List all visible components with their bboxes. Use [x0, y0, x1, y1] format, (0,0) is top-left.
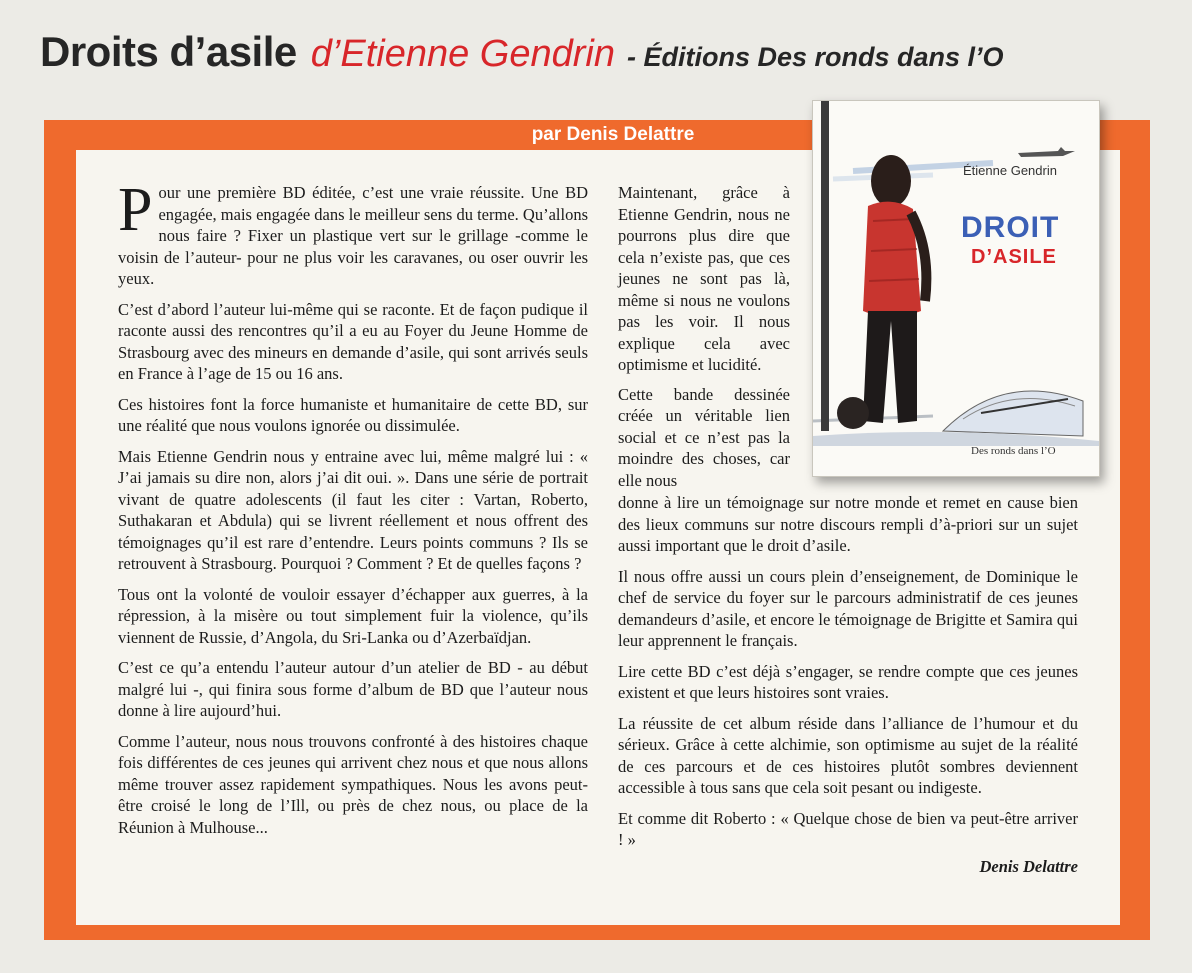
paragraph: La réussite de cet album réside dans l’alliance de l’humour et du sérieux. Grâce à cette alchimie, son optimisme au sujet de la réalité de ces parcours et de ces histoires plutôt sombres deviennent accessible à tous sans que cela soit pesant ou indigeste. — [618, 713, 1078, 797]
drop-cap: P — [118, 176, 153, 244]
paragraph: Cette bande dessinée créée un véritable lien social et ce n’est pas la moindre des choses, car elle nous — [618, 384, 790, 490]
article-author: d’Etienne Gendrin — [310, 33, 615, 75]
cover-subtitle: D’ASILE — [971, 246, 1057, 268]
paragraph: Lire cette BD c’est déjà s’engager, se rendre compte que ces jeunes existent et que leurs histoires sont vraies. — [618, 661, 1078, 702]
byline: par Denis Delattre — [488, 120, 738, 150]
paragraph: Mais Etienne Gendrin nous y entraine avec lui, même malgré lui : « J’ai jamais su dire non, alors j’ai dit oui. ». Dans une série de portrait vivant de quatre adolescents (il faut les citer : Vartan, Roberto, Suthakaran et Abdula) qui se livrent réellement et nous offrent des témoignages qu’il est rare d’entendre. Leurs points communs ? Ils se retrouvent à Strasbourg. Pourquoi ? Comment ? Et de quelles façons ? — [118, 446, 588, 573]
article-publisher: - Éditions Des ronds dans l’O — [626, 42, 1004, 72]
paragraph: Tous ont la volonté de vouloir essayer d’échapper aux guerres, à la répression, à la misère ou tout simplement fuir la violence, qu’ils viennent de Russie, d’Angola, du Sri-Lanka ou d’Azerbaïdjan. — [118, 584, 588, 647]
paragraph: donne à lire un témoignage sur notre monde et remet en cause bien des lieux communs sur notre discours rempli d’à-priori sur un sujet aussi important que le droit d’asile. — [618, 493, 1078, 555]
cover-publisher: Des ronds dans l’O — [971, 445, 1056, 457]
signature: Denis Delattre — [979, 857, 1078, 876]
paragraph: Il nous offre aussi un cours plein d’enseignement, de Dominique le chef de service du foyer sur le parcours administratif de ces jeunes demandeurs d’asile, et encore le témoignage de Brigitte et Samira qui leur apprennent le français. — [618, 566, 1078, 650]
paragraph: C’est d’abord l’auteur lui-même qui se raconte. Et de façon pudique il raconte aussi des rencontres qu’il a eu au Foyer du Jeune Homme de Strasbourg avec des mineurs en demande d’asile, qui sont arrivés seuls en France à l’age de 15 ou 16 ans. — [118, 299, 588, 383]
page-header — [40, 28, 1170, 88]
article-column-left — [118, 176, 588, 847]
paragraph: Maintenant, grâce à Etienne Gendrin, nous ne pourrons plus dire que cela n’existe pas, que ces jeunes ne sont pas là, même si nous ne voulons pas les voir. Il nous explique cela avec optimisme et lucidité. — [618, 183, 790, 374]
paragraph: Et comme dit Roberto : « Quelque chose de bien va peut-être arriver ! » — [618, 808, 1078, 849]
paragraph: Pour une première BD éditée, c’est une vraie réussite. Une BD engagée, mais engagée dans le meilleur sens du terme. Qu’allons nous faire ? Fixer un plastique vert sur le grillage -comme le voisin de l’auteur- pour ne plus voir les caravanes, ou oser ouvrir les yeux. — [118, 176, 588, 288]
paragraph: Comme l’auteur, nous nous trouvons confronté à des histoires chaque fois différentes de ces jeunes qui arrivent chez nous et que nous allons même trouver assez rapidement sympathiques. Nous les avons peut-être croisé le long de l’Ill, ou près de chez nous, ou place de la Réunion à Mulhouse... — [118, 731, 588, 837]
book-cover — [812, 100, 1100, 477]
article-title: Droits d’asile — [40, 28, 297, 75]
article-column-right-narrow — [618, 182, 790, 499]
cover-illustration — [813, 101, 1099, 476]
cover-author: Étienne Gendrin — [963, 163, 1057, 178]
article-column-right-wide — [618, 492, 1078, 860]
paragraph: Ces histoires font la force humaniste et humanitaire de cette BD, sur une réalité que nous voulons ignorée ou dissimulée. — [118, 394, 588, 435]
paragraph: C’est ce qu’a entendu l’auteur autour d’un atelier de BD - au début malgré lui -, qui finira sous forme d’album de BD que l’auteur nous donne à lire aujourd’hui. — [118, 658, 588, 720]
cover-title: DROIT — [961, 211, 1060, 244]
